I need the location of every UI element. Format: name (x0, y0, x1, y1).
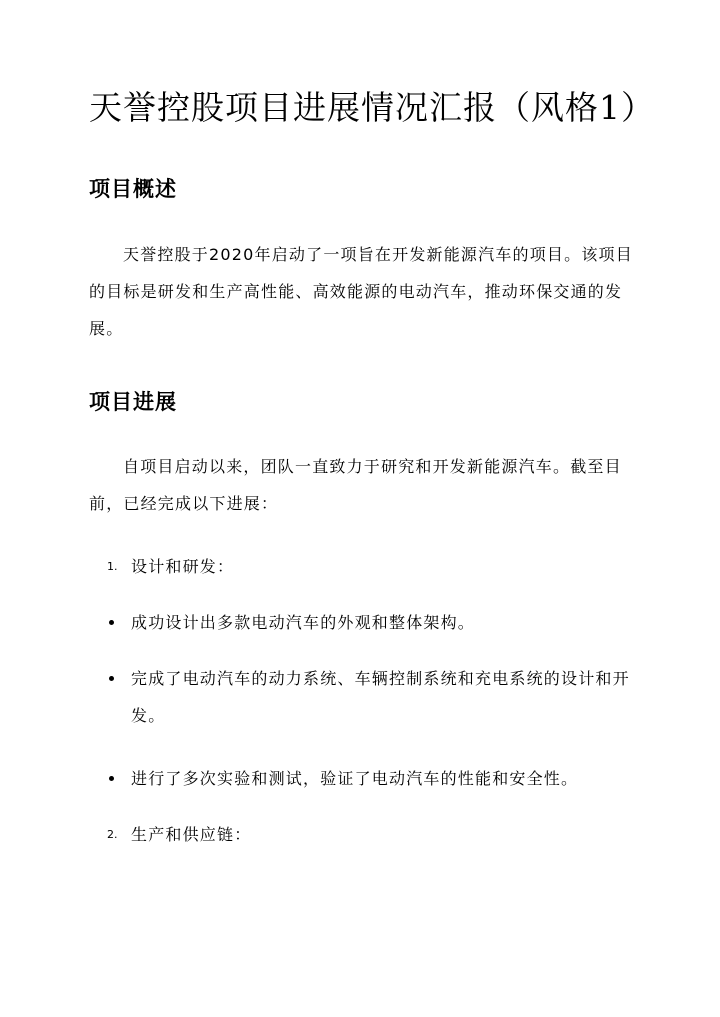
bullet-item-text: 进行了多次实验和测试，验证了电动汽车的性能和安全性。 (131, 769, 579, 788)
section-heading-progress: 项目进展 (89, 389, 177, 414)
bullet-list-item (89, 604, 649, 641)
document-title: 天誉控股项目进展情况汇报（风格1） (89, 88, 655, 127)
bullet-icon (109, 776, 114, 781)
progress-paragraph: 自项目启动以来，团队一直致力于研究和开发新能源汽车。截至目前，已经完成以下进展： (89, 457, 622, 513)
list-item-text: 设计和研发： (131, 557, 235, 576)
bullet-list-item (89, 660, 649, 734)
bullet-icon (109, 676, 114, 681)
overview-paragraph: 天誉控股于2020年启动了一项旨在开发新能源汽车的项目。该项目的目标是研发和生产高性能、高效能源的电动汽车，推动环保交通的发展。 (89, 245, 633, 338)
bullet-item-text: 成功设计出多款电动汽车的外观和整体架构。 (131, 613, 476, 632)
bullet-list-item (89, 760, 649, 797)
section-heading-overview: 项目概述 (89, 176, 177, 201)
numbered-list-item (89, 816, 649, 853)
bullet-item-text: 完成了电动汽车的动力系统、车辆控制系统和充电系统的设计和开发。 (131, 669, 630, 725)
list-item-text: 生产和供应链： (131, 825, 252, 844)
bullet-icon (109, 620, 114, 625)
numbered-list-item (89, 548, 649, 585)
list-number: 1. (107, 560, 118, 573)
list-number: 2. (107, 828, 118, 841)
